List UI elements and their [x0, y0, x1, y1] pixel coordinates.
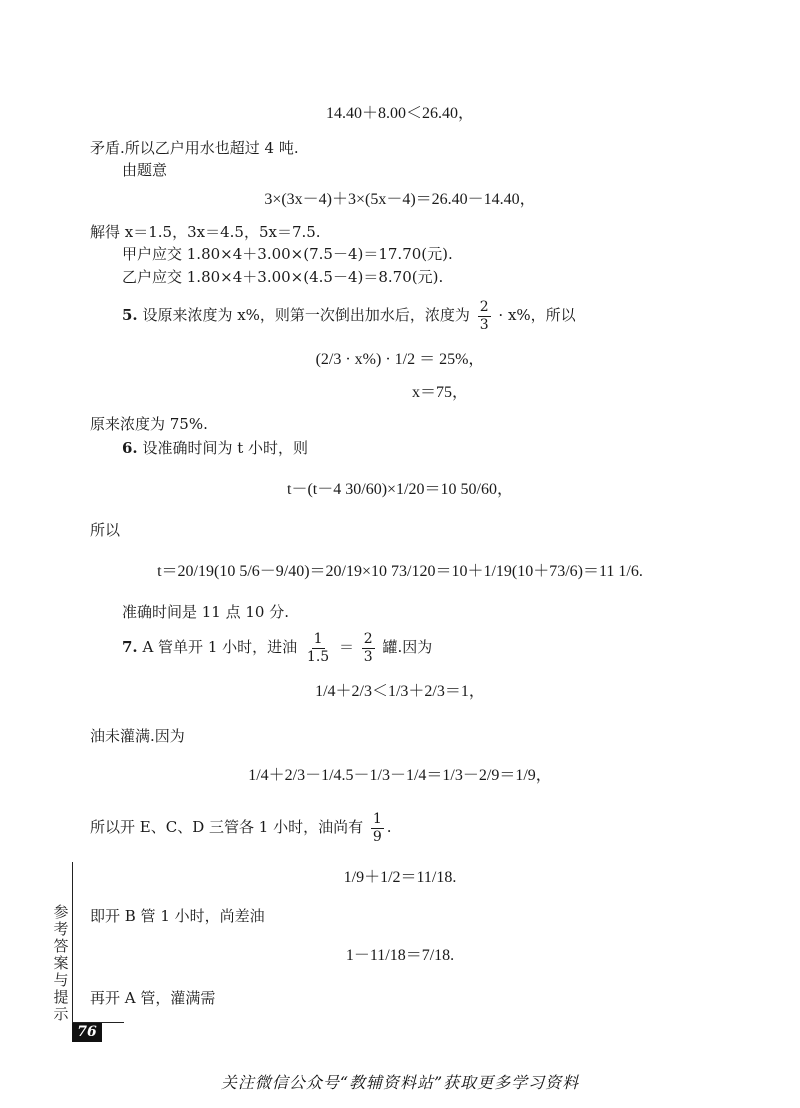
problem-number: 5.: [122, 306, 138, 325]
paragraph-text: 油未灌满.因为: [90, 727, 185, 745]
sidebar-divider: [72, 862, 73, 1022]
line-6: [122, 244, 453, 264]
paragraph-text: 再开 A 管，灌满需: [90, 989, 216, 1007]
paragraph-text: 设原来浓度为 x%，则第一次倒出加水后，浓度为: [142, 306, 470, 325]
line-5: [90, 222, 321, 242]
page-number: 76: [72, 1023, 102, 1042]
line-21: 所以开 E、C、D 三管各 1 小时，油尚有 $\frac{1}{9}$ .: [90, 811, 392, 845]
sidebar-label: 参考答案与提示: [53, 903, 69, 1023]
line-14: [90, 520, 120, 540]
equation-text: x＝75，: [412, 384, 469, 401]
line-19: [90, 726, 185, 746]
line-12: [122, 438, 308, 458]
paragraph-text: 甲户应交 1.80×4＋3.00×(7.5－4)＝17.70(元).: [122, 245, 453, 263]
line-7: [122, 267, 443, 287]
equation-text: t－(t－4 30/60)×1/20＝10 50/60，: [287, 481, 513, 498]
equation-text: 1－11/18＝7/18.: [345, 947, 455, 964]
paragraph-text: 解得 x＝1.5，3x＝4.5，5x＝7.5.: [90, 223, 321, 241]
paragraph-text: · x%，所以: [498, 306, 576, 325]
line-18: [0, 682, 800, 702]
line-24: [0, 946, 800, 966]
fraction: $\frac{2}{3}$: [363, 631, 373, 665]
fraction: $\frac{2}{3}$: [479, 299, 489, 333]
equation-text: (2/3 · x%) · 1/2 ＝ 25%，: [315, 351, 485, 368]
line-15: [0, 562, 800, 582]
fraction: $\frac{1}{9}$: [372, 811, 382, 845]
paragraph-text: 所以: [90, 521, 121, 539]
line-11: [90, 414, 208, 434]
equation-text: 14.40＋8.00＜26.40，: [325, 105, 474, 122]
problem-number: 7.: [122, 638, 138, 657]
line-9: [0, 350, 800, 370]
line-22: [0, 868, 800, 888]
line-8: [122, 300, 576, 332]
line-16: [122, 602, 289, 622]
paragraph-text: 设准确时间为 t 小时，则: [142, 439, 309, 457]
line-1: [0, 104, 800, 124]
problem-number: 6.: [122, 439, 138, 457]
line-23: [90, 906, 265, 926]
equation-text: 1/4＋2/3＜1/3＋2/3＝1，: [315, 683, 485, 700]
equation-text: 1/9＋1/2＝11/18.: [343, 869, 457, 886]
line-3: [122, 160, 167, 180]
line-10: [412, 383, 468, 403]
fraction: $\frac{1}{1.5}$: [306, 631, 330, 665]
line-25: [90, 988, 215, 1008]
line-4: [0, 190, 800, 210]
footer-watermark: 关注微信公众号“教辅资料站”获取更多学习资料: [220, 1073, 580, 1092]
paragraph-text: 原来浓度为 75%.: [90, 415, 208, 433]
paragraph-text: 由题意: [122, 161, 168, 179]
equation-text: 1/4＋2/3－1/4.5－1/3－1/4＝1/3－2/9＝1/9，: [248, 767, 552, 784]
paragraph-text: 准确时间是 11 点 10 分.: [122, 603, 290, 621]
equation-text: 3×(3x－4)＋3×(5x－4)＝26.40－14.40，: [264, 191, 536, 208]
line-17: 7. A 管单开 1 小时，进油 $\frac{1}{1.5}$ ＝ $\frac{2}{3}$ 罐.因为: [122, 631, 433, 665]
paragraph-text: 乙户应交 1.80×4＋3.00×(4.5－4)＝8.70(元).: [122, 268, 444, 286]
paragraph-text: A 管单开 1 小时，进油: [142, 638, 298, 657]
equation-text: t＝20/19(10 5/6－9/40)＝20/19×10 73/120＝10＋1/19(10＋73/6)＝11 1/6.: [157, 563, 643, 580]
paragraph-text: 所以开 E、C、D 三管各 1 小时，油尚有: [90, 818, 364, 837]
paragraph-text: 即开 B 管 1 小时，尚差油: [90, 907, 265, 925]
line-2: [90, 138, 299, 158]
line-13: [0, 480, 800, 500]
paragraph-text: 罐.因为: [382, 638, 433, 657]
paragraph-text: 矛盾.所以乙户用水也超过 4 吨.: [90, 139, 299, 157]
line-20: [0, 766, 800, 786]
